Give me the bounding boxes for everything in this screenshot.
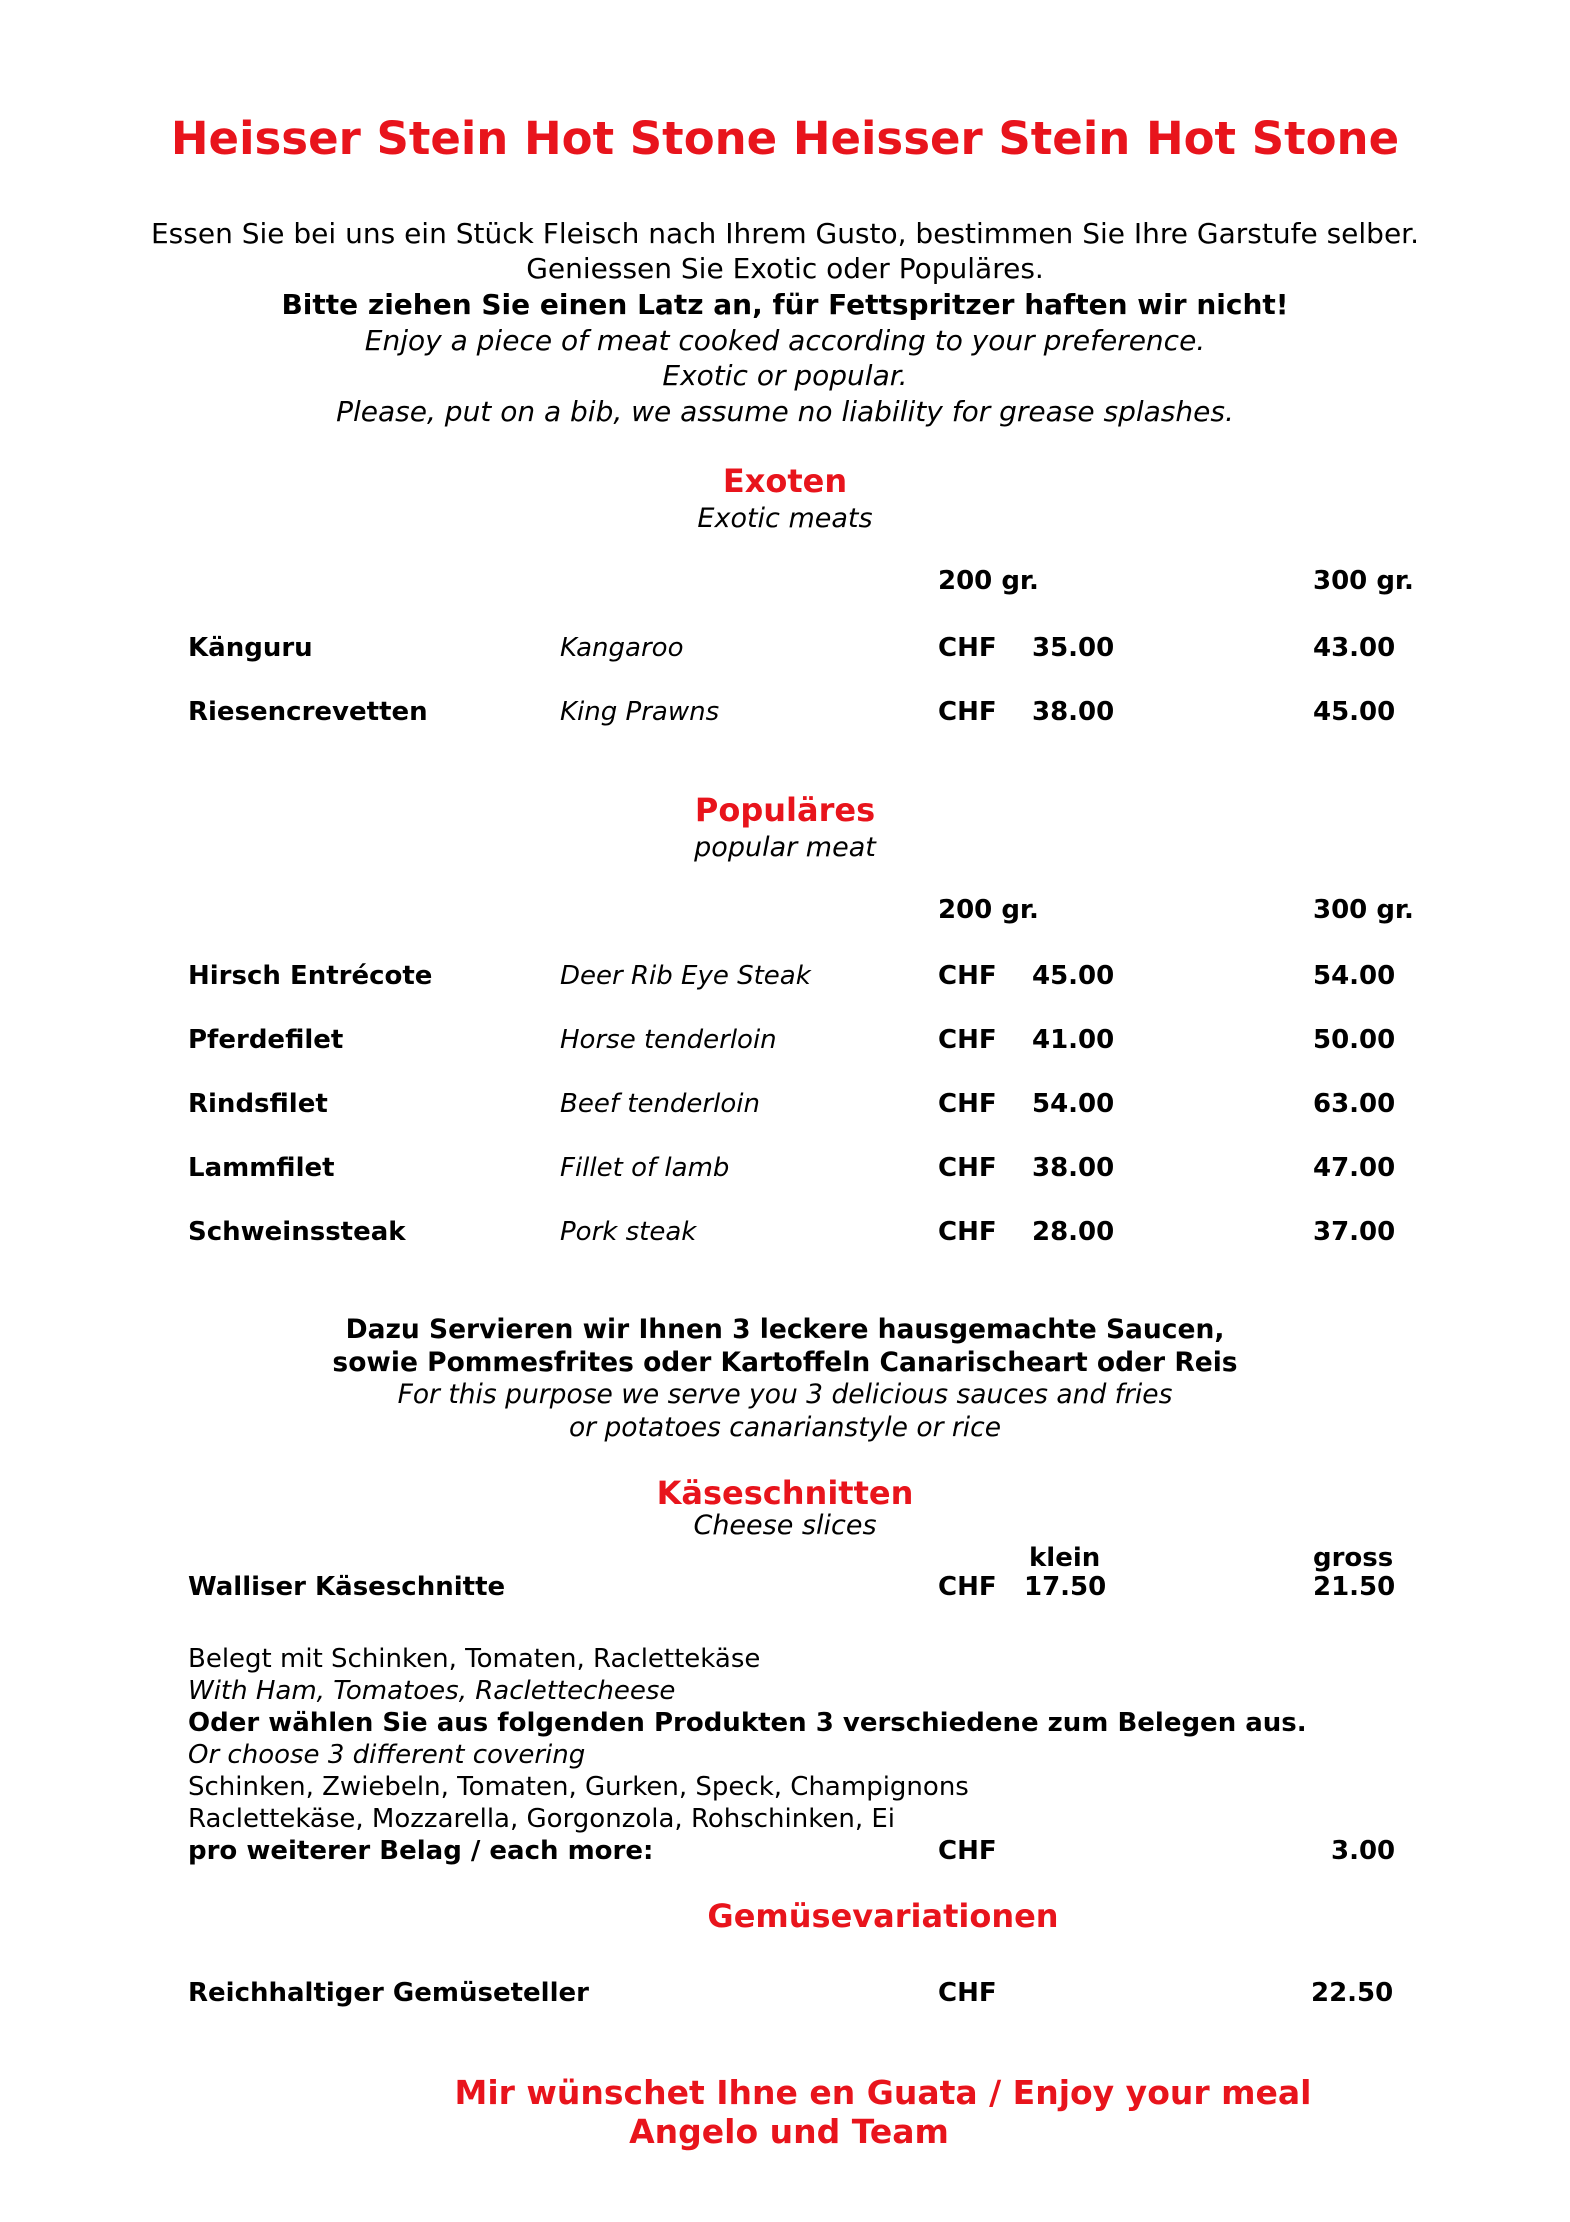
menu-row [0,1973,1570,2013]
intro-en-warning: Please, put on a bib, we assume no liability for grease splashes. [336,395,1234,428]
sides-note-en-line-1: For this purpose we serve you 3 delicious sauces and fries [397,1379,1173,1410]
kase-desc-6: Raclettekäse, Mozzarella, Gorgonzola, Rohschinken, Ei [188,1804,896,1834]
item-translation: King Prawns [560,697,720,727]
section-heading-gemusevariationen: Gemüsevariationen [707,1897,1059,1935]
section-subheading-populares: popular meat [694,832,876,863]
item-price-200g: 35.00 [1032,633,1115,663]
column-header-300g: 300 gr. [1313,895,1414,925]
item-price-gross: 21.50 [1313,1572,1396,1602]
item-translation: Kangaroo [560,633,684,663]
item-translation: Beef tenderloin [560,1089,760,1119]
page-title: Heisser Stein Hot Stone Heisser Stein Hot Stone [170,112,1400,165]
kase-desc-4: Or choose 3 different covering [188,1740,586,1770]
item-name: Pferdefilet [188,1025,344,1055]
item-name: Lammfilet [188,1153,335,1183]
intro-en-line-2: Exotic or popular. [662,359,908,392]
intro-line-1: Essen Sie bei uns ein Stück Fleisch nach Ihrem Gusto, bestimmen Sie Ihre Garstufe selber. [150,217,1420,250]
section-heading-kaseschnitten: Käseschnitten [656,1474,914,1512]
item-price-200g: 45.00 [1032,961,1115,991]
item-currency: CHF [938,1025,997,1055]
column-header-300g: 300 gr. [1313,566,1414,596]
item-currency: CHF [938,961,997,991]
sides-note-line-1: Dazu Servieren wir Ihnen 3 leckere hausgemachte Saucen, [345,1314,1225,1345]
menu-row [0,956,1570,996]
item-currency: CHF [938,1217,997,1247]
extra-topping-label: pro weiterer Belag / each more: [188,1836,654,1866]
section-heading-populares: Populäres [694,791,876,829]
item-name: Walliser Käseschnitte [188,1572,506,1602]
item-name: Reichhaltiger Gemüseteller [188,1978,589,2008]
item-currency: CHF [938,1572,997,1602]
item-translation: Fillet of lamb [560,1153,730,1183]
column-header-200g: 200 gr. [938,895,1039,925]
item-translation: Deer Rib Eye Steak [560,961,811,991]
item-price-200g: 54.00 [1032,1089,1115,1119]
kase-desc-5: Schinken, Zwiebeln, Tomaten, Gurken, Speck, Champignons [188,1772,969,1802]
item-name: Rindsfilet [188,1089,328,1119]
item-price-300g: 45.00 [1313,697,1396,727]
menu-row [0,692,1570,732]
item-price-200g: 41.00 [1032,1025,1115,1055]
item-translation: Horse tenderloin [560,1025,777,1055]
intro-en-line-1: Enjoy a piece of meat cooked according to your preference. [364,324,1206,357]
kase-desc-2: With Ham, Tomatoes, Raclettecheese [188,1676,676,1706]
closing-line-1: Mir wünschet Ihne en Guata / Enjoy your meal [454,2073,1312,2112]
item-price-300g: 63.00 [1313,1089,1396,1119]
closing-line-2: Angelo und Team [629,2112,949,2151]
item-translation: Pork steak [560,1217,697,1247]
item-currency: CHF [938,1089,997,1119]
column-header-klein: klein [1029,1543,1101,1573]
item-currency: CHF [938,1153,997,1183]
intro-warning: Bitte ziehen Sie einen Latz an, für Fettspritzer haften wir nicht! [281,288,1289,321]
item-price: 22.50 [1311,1978,1394,2008]
column-header-200g: 200 gr. [938,566,1039,596]
kase-desc-3: Oder wählen Sie aus folgenden Produkten 3 verschiedene zum Belegen aus. [188,1708,1307,1738]
sides-note-line-2: sowie Pommesfrites oder Kartoffeln Canarischeart oder Reis [332,1347,1238,1378]
sides-note-en-line-2: or potatoes canarianstyle or rice [568,1412,1002,1443]
menu-row [0,1831,1570,1871]
item-currency: CHF [938,633,997,663]
menu-row [0,1084,1570,1124]
menu-row [0,1567,1570,1607]
item-name: Känguru [188,633,313,663]
intro-line-2: Geniessen Sie Exotic oder Populäres. [526,252,1044,285]
extra-topping-price: 3.00 [1331,1836,1396,1866]
item-currency: CHF [938,1836,997,1866]
item-price-300g: 37.00 [1313,1217,1396,1247]
section-subheading-exoten: Exotic meats [697,503,873,534]
item-price-300g: 50.00 [1313,1025,1396,1055]
kase-desc-1: Belegt mit Schinken, Tomaten, Raclettekäse [188,1644,761,1674]
menu-row [0,1148,1570,1188]
item-price-200g: 28.00 [1032,1217,1115,1247]
item-price-300g: 47.00 [1313,1153,1396,1183]
item-price-200g: 38.00 [1032,697,1115,727]
item-price-200g: 38.00 [1032,1153,1115,1183]
item-price-300g: 43.00 [1313,633,1396,663]
item-currency: CHF [938,1978,997,2008]
section-subheading-kaseschnitten: Cheese slices [693,1510,877,1541]
item-price-klein: 17.50 [1024,1572,1107,1602]
column-header-gross: gross [1313,1543,1394,1573]
item-currency: CHF [938,697,997,727]
item-price-300g: 54.00 [1313,961,1396,991]
item-name: Riesencrevetten [188,697,428,727]
item-name: Hirsch Entrécote [188,961,433,991]
menu-row [0,1212,1570,1252]
menu-row [0,1020,1570,1060]
item-name: Schweinssteak [188,1217,406,1247]
section-heading-exoten: Exoten [722,462,848,500]
menu-row [0,628,1570,668]
